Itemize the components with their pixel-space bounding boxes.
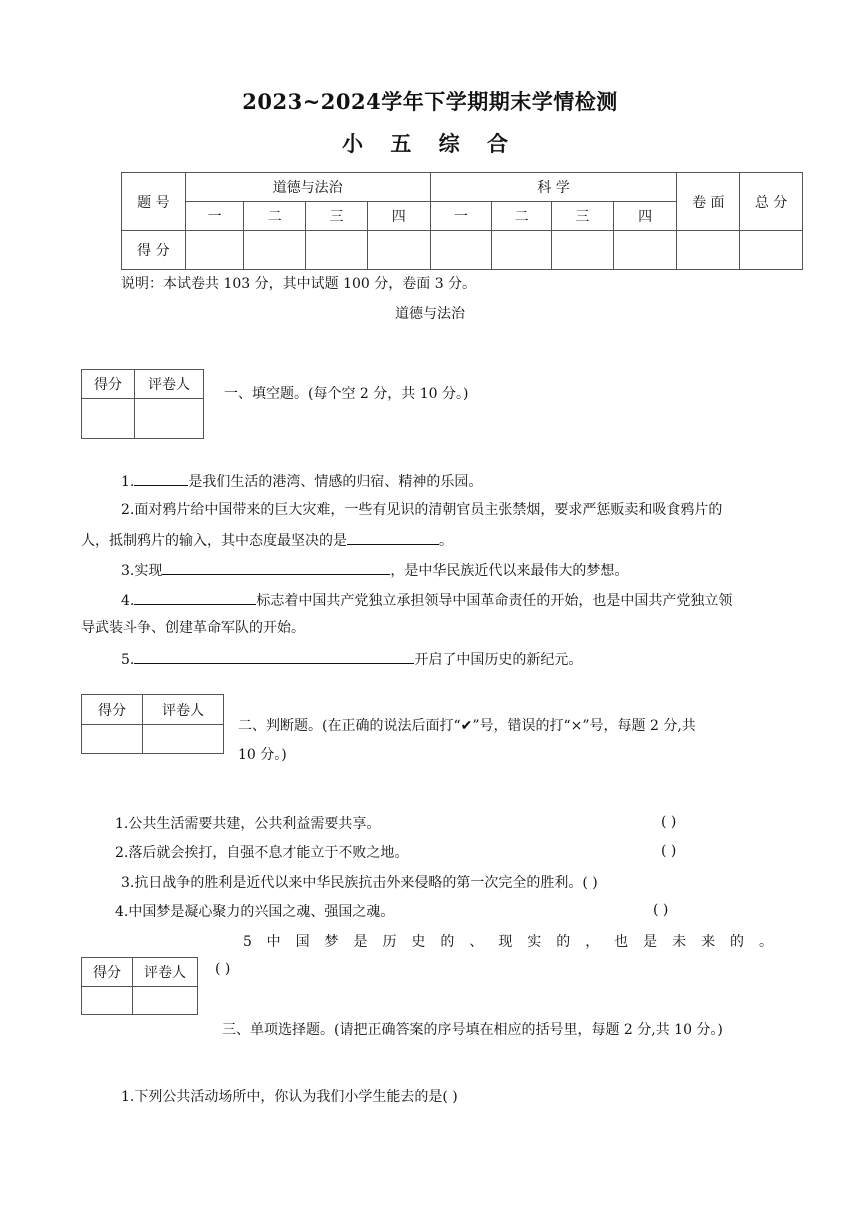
juanmian-header: 卷 面: [677, 173, 740, 231]
part2-heading-line2: 10 分。): [238, 747, 287, 763]
grader-label: 评卷人: [133, 958, 198, 987]
q-text: 人，抵制鸦片的输入，其中态度最坚决的是: [81, 533, 347, 549]
tihao-header: 题 号: [122, 173, 186, 231]
answer-paren[interactable]: ( ): [661, 843, 677, 859]
exam-subtitle: 小 五 综 合: [342, 131, 518, 156]
col-header: 三: [552, 202, 614, 231]
q-text: ，是中华民族近代以来最伟大的梦想。: [390, 563, 629, 579]
judge-question-4: 4.中国梦是凝心聚力的兴国之魂、强国之魂。: [115, 904, 395, 920]
q-number: 5.: [121, 652, 135, 668]
part3-heading: 三、单项选择题。(请把正确答案的序号填在相应的括号里，每题 2 分,共 10 分。): [222, 1022, 723, 1038]
score-cell[interactable]: [552, 231, 614, 270]
answer-blank[interactable]: [134, 589, 256, 605]
answer-paren[interactable]: ( ): [661, 814, 677, 830]
exam-title: 2023~2024学年下学期期末学情检测: [242, 89, 618, 114]
zongfen-header: 总 分: [740, 173, 803, 231]
grader-score-cell[interactable]: [82, 725, 143, 754]
grader-name-cell[interactable]: [143, 725, 224, 754]
q-text: 是我们生活的港湾、情感的归宿、精神的乐园。: [188, 474, 483, 490]
score-cell[interactable]: [492, 231, 552, 270]
answer-paren[interactable]: ( ): [653, 902, 669, 918]
score-cell[interactable]: [367, 231, 430, 270]
score-cell[interactable]: [740, 231, 803, 270]
judge-question-3: 3.抗日战争的胜利是近代以来中华民族抗击外来侵略的第一次完全的胜利。( ): [121, 875, 598, 891]
grader-name-cell[interactable]: [133, 987, 198, 1015]
q-text: 标志着中国共产党独立承担领导中国革命责任的开始，也是中国共产党独立领: [256, 593, 733, 609]
col-header: 二: [244, 202, 306, 231]
q-text: 。: [439, 533, 453, 549]
fill-question-4: [121, 589, 732, 611]
grader-box: [81, 694, 224, 754]
col-header: 四: [367, 202, 430, 231]
col-header: 一: [430, 202, 492, 231]
grader-label: 评卷人: [143, 695, 224, 725]
q-number: 4.: [121, 593, 135, 609]
grader-score-cell[interactable]: [82, 399, 135, 439]
fill-question-1: [121, 470, 482, 492]
judge-question-5: [243, 932, 773, 952]
grader-box: [81, 369, 204, 439]
answer-blank[interactable]: [134, 470, 188, 486]
choice-question-1: 1.下列公共活动场所中，你认为我们小学生能去的是( ): [121, 1089, 458, 1105]
score-cell[interactable]: [677, 231, 740, 270]
score-table: [121, 172, 803, 270]
fill-question-3: [121, 559, 628, 581]
grader-score-label: 得分: [82, 370, 135, 399]
col-header: 一: [185, 202, 244, 231]
defa-header: 道德与法治: [185, 173, 430, 202]
part2-heading-line1: 二、判断题。(在正确的说法后面打“✔”号，错误的打“×”号，每题 2 分,共: [238, 718, 696, 734]
fill-question-4-line2: 导武装斗争、创建革命军队的开始。: [81, 620, 305, 636]
score-cell[interactable]: [430, 231, 492, 270]
kexue-header: 科 学: [430, 173, 677, 202]
fill-question-2-line1: 2.面对鸦片给中国带来的巨大灾难，一些有见识的清朝官员主张禁烟，要求严惩贩卖和吸食鸦片的: [121, 502, 723, 518]
grader-score-cell[interactable]: [82, 987, 133, 1015]
section-title: 道德与法治: [395, 306, 465, 322]
score-cell[interactable]: [244, 231, 306, 270]
score-cell[interactable]: [613, 231, 677, 270]
defen-label: 得 分: [122, 231, 186, 270]
exam-note: 说明：本试卷共 103 分，其中试题 100 分，卷面 3 分。: [121, 276, 477, 292]
col-header: 二: [492, 202, 552, 231]
answer-paren[interactable]: ( ): [215, 961, 231, 977]
col-header: 三: [306, 202, 368, 231]
q-text: 开启了中国历史的新纪元。: [414, 652, 583, 668]
grader-name-cell[interactable]: [135, 399, 204, 439]
judge-question-2: 2.落后就会挨打，自强不息才能立于不败之地。: [115, 845, 409, 861]
fill-question-5: [121, 648, 582, 670]
judge-question-1: 1.公共生活需要共建，公共利益需要共享。: [115, 816, 381, 832]
answer-blank[interactable]: [347, 529, 439, 545]
grader-box: [81, 957, 198, 1015]
col-header: 四: [613, 202, 677, 231]
grader-score-label: 得分: [82, 958, 133, 987]
score-cell[interactable]: [306, 231, 368, 270]
part1-heading: 一、填空题。(每个空 2 分，共 10 分。): [224, 386, 469, 402]
q-number: 1.: [121, 474, 135, 490]
score-cell[interactable]: [185, 231, 244, 270]
q-number: 3.实现: [121, 563, 163, 579]
answer-blank[interactable]: [162, 559, 390, 575]
q5-text: 5 中 国 梦 是 历 史 的 、 现 实 的 ， 也 是 未 来 的 。: [243, 934, 773, 950]
grader-label: 评卷人: [135, 370, 204, 399]
answer-blank[interactable]: [134, 648, 414, 664]
grader-score-label: 得分: [82, 695, 143, 725]
fill-question-2-line2: [81, 529, 453, 551]
